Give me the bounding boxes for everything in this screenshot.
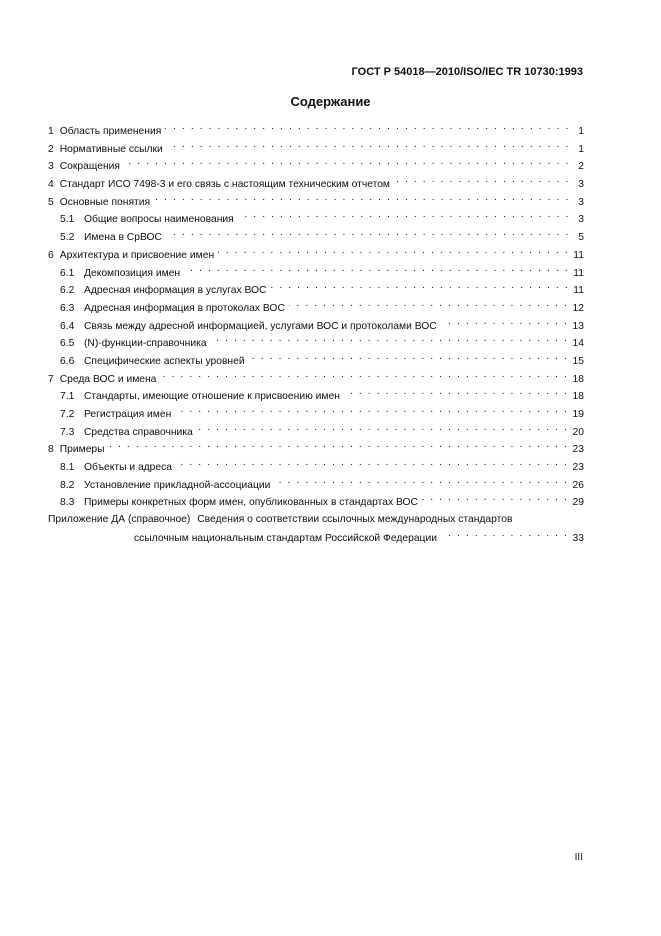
toc-entry-page: 1 <box>578 126 584 137</box>
toc-entry-page: 29 <box>572 497 584 509</box>
dot-leader <box>249 354 569 366</box>
dot-leader <box>344 389 569 401</box>
dot-leader <box>197 425 569 437</box>
toc-entry[interactable] <box>48 193 584 211</box>
toc-entry[interactable] <box>48 140 584 158</box>
toc-entry-page: 20 <box>572 426 584 438</box>
dot-leader <box>184 266 569 278</box>
toc-entry-title: Декомпозиция имен <box>84 267 181 279</box>
toc-entry-title: Область применения <box>59 126 162 137</box>
toc-entry[interactable] <box>48 458 584 476</box>
toc-entry[interactable] <box>48 210 584 228</box>
toc-entry-number: 6.3 <box>60 302 75 314</box>
toc-entry-number: 6 <box>48 249 54 261</box>
toc-entry-page: 11 <box>573 249 584 261</box>
toc-entry[interactable] <box>48 440 584 458</box>
toc-entry-title: Объекты и адреса <box>84 462 173 474</box>
standard-designation: ГОСТ Р 54018—2010/ISO/IEC TR 10730:1993 <box>351 66 583 78</box>
page-number: III <box>574 852 583 863</box>
toc-entry-page: 26 <box>572 479 584 491</box>
toc-entry-number: 7.3 <box>60 426 75 438</box>
toc-entry[interactable] <box>48 317 584 335</box>
toc-entry-number: 3 <box>48 161 54 173</box>
dot-leader <box>175 407 568 419</box>
toc-entry-title: Общие вопросы наименования <box>84 214 234 226</box>
toc-entry-number: 7.2 <box>60 409 75 420</box>
toc-entry-page: 5 <box>578 232 584 244</box>
toc-entry-title: Примеры <box>59 444 105 456</box>
toc-entry[interactable] <box>48 405 584 423</box>
toc-entry[interactable] <box>48 476 584 494</box>
toc-entry-page: 11 <box>573 285 584 297</box>
dot-leader <box>124 159 570 171</box>
table-of-contents <box>48 122 584 547</box>
toc-entry-page: 3 <box>578 179 584 191</box>
dot-leader <box>394 177 570 189</box>
toc-entry-number: 1 <box>48 126 54 137</box>
toc-entry[interactable] <box>48 387 584 405</box>
dot-leader <box>441 531 569 543</box>
toc-entry-page: 18 <box>572 373 584 385</box>
dot-leader <box>109 442 569 454</box>
toc-entry-page: 1 <box>578 143 584 155</box>
toc-entry-number: 5 <box>48 196 54 208</box>
appendix-title-line2-row <box>48 529 584 547</box>
dot-leader <box>218 248 569 260</box>
toc-entry[interactable] <box>48 246 584 264</box>
toc-entry[interactable] <box>48 334 584 352</box>
toc-entry-title: Адресная информация в протоколах ВОС <box>84 302 285 314</box>
appendix-title-line1: Сведения о соответствии ссылочных международных стандартов <box>197 514 513 526</box>
toc-entry-page: 3 <box>578 214 584 226</box>
toc-entry-title: Регистрация имен <box>84 409 172 420</box>
dot-leader <box>271 283 570 295</box>
toc-entry-title: Установление прикладной-ассоциации <box>84 479 271 491</box>
toc-entry[interactable] <box>48 228 584 246</box>
toc-entry-page: 19 <box>572 409 584 420</box>
toc-entry-page: 11 <box>573 267 584 279</box>
toc-entry[interactable] <box>48 122 584 140</box>
toc-entry-page: 2 <box>578 161 584 173</box>
toc-entry-title: (N)-функции-справочника <box>84 338 207 350</box>
toc-entry-number: 5.2 <box>60 232 75 244</box>
toc-entry-title: Основные понятия <box>59 196 151 208</box>
toc-entry-title: Имена в СрВОС <box>84 232 162 244</box>
toc-entry-page: 13 <box>572 320 584 332</box>
toc-entry-number: 7 <box>48 373 54 385</box>
toc-entry-number: 8.3 <box>60 497 75 509</box>
toc-entry-title: Средства справочника <box>84 426 193 438</box>
toc-entry-number: 6.4 <box>60 320 75 332</box>
toc-entry-title: Стандарт ИСО 7498-3 и его связь с настоящим техническим отчетом <box>59 179 391 191</box>
toc-entry-title: Адресная информация в услугах ВОС <box>84 285 267 297</box>
dot-leader <box>274 478 568 490</box>
toc-entry-title: Примеры конкретных форм имен, опубликованных в стандартах ВОС <box>84 497 418 509</box>
dot-leader <box>160 372 568 384</box>
dot-leader <box>166 230 570 242</box>
appendix-title-line2: ссылочным национальным стандартам Российской Федерации <box>134 532 437 544</box>
toc-entry-number: 8 <box>48 444 54 456</box>
dot-leader <box>167 142 570 154</box>
toc-entry-number: 8.1 <box>60 462 75 474</box>
toc-entry-number: 6.6 <box>60 355 75 367</box>
toc-entry-title: Сокращения <box>59 161 120 173</box>
toc-entry-number: 2 <box>48 143 54 155</box>
toc-entry-number: 4 <box>48 179 54 191</box>
toc-entry[interactable] <box>48 370 584 388</box>
dot-leader <box>238 212 570 224</box>
toc-entry[interactable] <box>48 352 584 370</box>
toc-entry[interactable] <box>48 281 584 299</box>
appendix-page: 33 <box>572 532 584 544</box>
toc-entry-number: 6.5 <box>60 338 75 350</box>
toc-entry-number: 7.1 <box>60 391 75 403</box>
toc-entry-number: 5.1 <box>60 214 75 226</box>
toc-entry-page: 12 <box>572 302 584 314</box>
toc-entry-number: 6.2 <box>60 285 75 297</box>
toc-title: Содержание <box>290 94 371 109</box>
toc-entry-number: 8.2 <box>60 479 75 491</box>
dot-leader <box>211 336 569 348</box>
dot-leader <box>154 195 570 207</box>
toc-entry-page: 15 <box>572 355 584 367</box>
toc-entry-number: 6.1 <box>60 267 75 279</box>
toc-entry-title: Связь между адресной информацией, услугами ВОС и протоколами ВОС <box>84 320 437 332</box>
toc-entry-title: Нормативные ссылки <box>59 143 163 155</box>
dot-leader <box>289 301 569 313</box>
toc-entry-title: Специфические аспекты уровней <box>84 355 245 367</box>
toc-entry-page: 14 <box>572 338 584 350</box>
toc-entry[interactable] <box>48 157 584 175</box>
dot-leader <box>165 124 570 136</box>
toc-entry[interactable] <box>48 175 584 193</box>
toc-entry[interactable] <box>48 423 584 441</box>
toc-entry[interactable] <box>48 493 584 511</box>
dot-leader <box>422 495 569 507</box>
dot-leader <box>176 460 569 472</box>
toc-entry-page: 23 <box>572 462 584 474</box>
toc-entry[interactable] <box>48 299 584 317</box>
appendix-label: Приложение ДА (справочное) <box>48 514 191 526</box>
toc-entry[interactable] <box>48 264 584 282</box>
toc-entry-title: Архитектура и присвоение имен <box>59 249 215 261</box>
toc-entry-page: 23 <box>572 444 584 456</box>
toc-entry-title: Стандарты, имеющие отношение к присвоению имен <box>84 391 340 403</box>
toc-entry-page: 18 <box>572 391 584 403</box>
toc-entry-page: 3 <box>578 196 584 208</box>
dot-leader <box>441 319 569 331</box>
appendix-entry[interactable] <box>48 511 584 529</box>
toc-entry-title: Среда ВОС и имена <box>59 373 157 385</box>
